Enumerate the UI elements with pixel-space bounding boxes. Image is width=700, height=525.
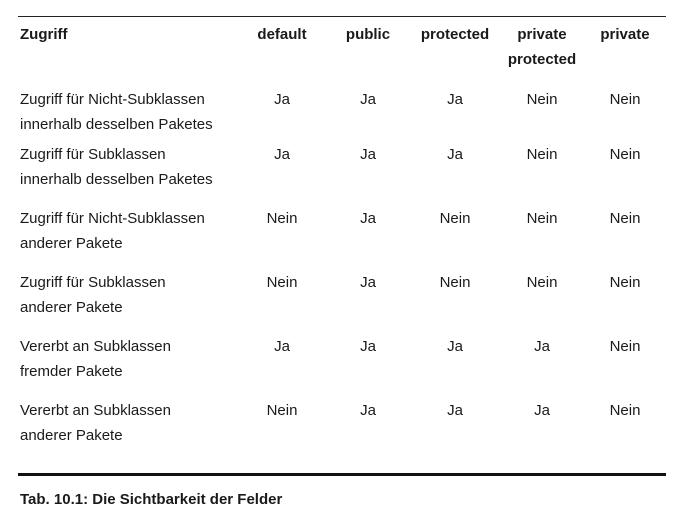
cell-public: Ja (360, 210, 376, 227)
cell-private-protected: Nein (526, 146, 558, 163)
row-label-line-2: anderer Pakete (20, 427, 123, 444)
header-private: private (600, 26, 650, 43)
row-label-line-1: Zugriff für Nicht-Subklassen (20, 91, 205, 108)
cell-private-protected: Ja (534, 338, 550, 355)
table-header-row (20, 22, 666, 78)
row-label (20, 334, 238, 398)
cell-default: Nein (266, 210, 298, 227)
row-label (20, 398, 238, 462)
row-label-line-2: anderer Pakete (20, 299, 123, 316)
cell-default: Ja (274, 146, 290, 163)
header-private-protected (500, 22, 584, 78)
row-label-line-1: Zugriff für Subklassen (20, 146, 166, 163)
visibility-table (20, 22, 666, 462)
row-label (20, 206, 238, 270)
row-label-line-2: anderer Pakete (20, 235, 123, 252)
cell-private: Nein (609, 210, 641, 227)
table-row (20, 142, 666, 206)
row-label-line-2: fremder Pakete (20, 363, 123, 380)
cell-private-protected: Nein (526, 274, 558, 291)
cell-public: Ja (360, 338, 376, 355)
table-row (20, 334, 666, 398)
cell-protected: Ja (447, 91, 463, 108)
cell-public: Ja (360, 402, 376, 419)
cell-private-protected: Nein (526, 210, 558, 227)
cell-default: Ja (274, 338, 290, 355)
header-private-protected-line-2: protected (507, 51, 577, 68)
table-row (20, 78, 666, 142)
cell-private-protected: Ja (534, 402, 550, 419)
cell-private: Nein (609, 274, 641, 291)
row-label (20, 142, 238, 206)
row-label-line-1: Vererbt an Subklassen (20, 402, 171, 419)
row-label-line-1: Zugriff für Nicht-Subklassen (20, 210, 205, 227)
header-protected: protected (420, 26, 490, 43)
cell-private: Nein (609, 402, 641, 419)
table-row (20, 206, 666, 270)
header-default: default (257, 26, 307, 43)
row-label-line-2: innerhalb desselben Paketes (20, 171, 213, 188)
cell-default: Ja (274, 91, 290, 108)
header-public: public (345, 26, 391, 43)
table-top-rule (18, 16, 666, 17)
cell-default: Nein (266, 402, 298, 419)
cell-default: Nein (266, 274, 298, 291)
header-zugriff: Zugriff (20, 26, 68, 43)
table-bottom-rule (18, 473, 666, 476)
cell-private-protected: Nein (526, 91, 558, 108)
row-label (20, 78, 238, 142)
row-label-line-1: Vererbt an Subklassen (20, 338, 171, 355)
cell-protected: Nein (439, 274, 471, 291)
cell-protected: Ja (447, 402, 463, 419)
cell-private: Nein (609, 91, 641, 108)
table-row (20, 270, 666, 334)
cell-private: Nein (609, 338, 641, 355)
cell-public: Ja (360, 91, 376, 108)
cell-public: Ja (360, 274, 376, 291)
cell-public: Ja (360, 146, 376, 163)
cell-protected: Ja (447, 146, 463, 163)
row-label (20, 270, 238, 334)
row-label-line-1: Zugriff für Subklassen (20, 274, 166, 291)
row-label-line-2: innerhalb desselben Paketes (20, 116, 213, 133)
table-caption: Tab. 10.1: Die Sichtbarkeit der Felder (20, 491, 283, 508)
table-row (20, 398, 666, 462)
cell-private: Nein (609, 146, 641, 163)
cell-protected: Nein (439, 210, 471, 227)
cell-protected: Ja (447, 338, 463, 355)
header-private-protected-line-1: private (517, 26, 567, 43)
